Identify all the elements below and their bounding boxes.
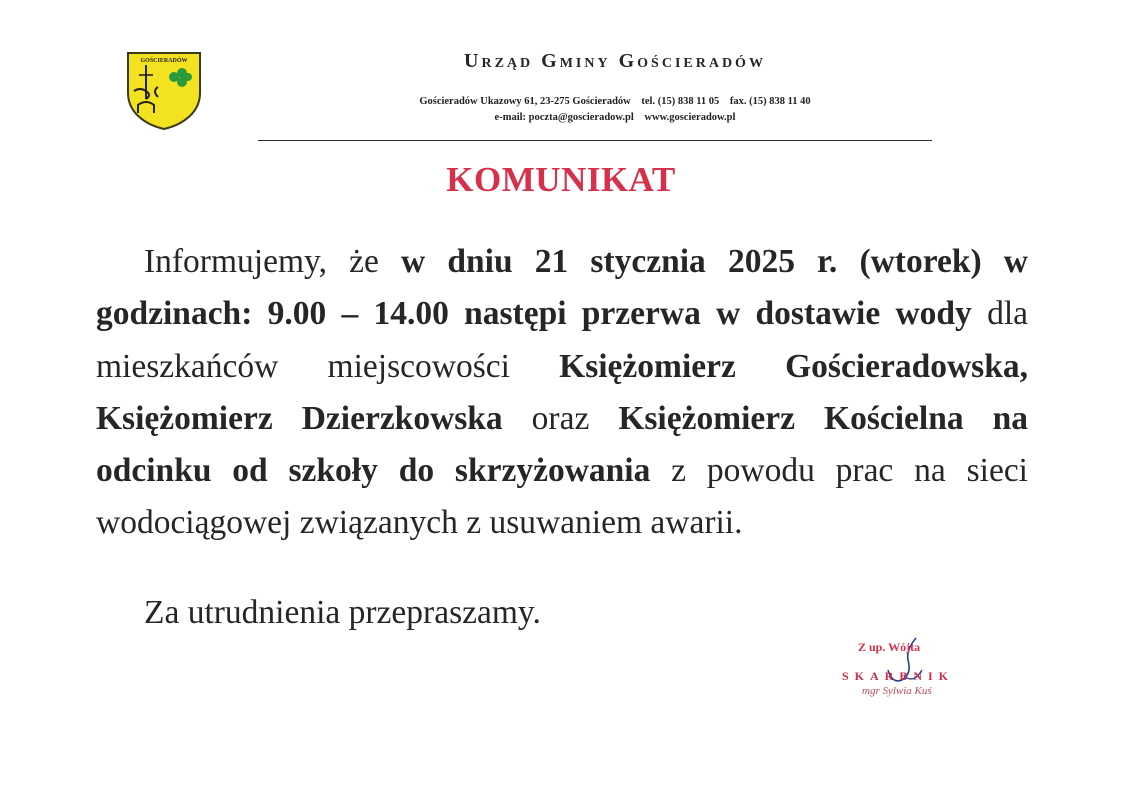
paragraph-segment: Informujemy, że xyxy=(144,243,402,280)
contact-line xyxy=(260,112,970,123)
coat-of-arms-emblem xyxy=(124,47,204,131)
signature-on-behalf: Z up. Wójta xyxy=(858,640,921,654)
postal-address: Gościeradów Ukazowy 61, 23-275 Gościeradów xyxy=(419,96,631,107)
address-line xyxy=(260,96,970,107)
signature-role: SKARBNIK xyxy=(842,669,955,683)
phone-number: tel. (15) 838 11 05 xyxy=(641,96,720,107)
header-divider xyxy=(258,140,932,141)
signature-name: mgr Sylwia Kuś xyxy=(862,685,932,697)
paragraph-segment: z powodu prac na sieci wodociągowej związanych z usuwaniem awarii. xyxy=(96,452,1028,542)
website-url: www.goscieradow.pl xyxy=(644,112,736,123)
paragraph-segment-bold: w dniu 21 stycznia 2025 r. (wtorek) w godzinach: 9.00 – 14.00 następi przerwa w dostawie wody xyxy=(96,243,1028,333)
paragraph-segment-bold: Księżomierz Gościeradowska, Księżomierz Dzierzkowska xyxy=(96,347,1028,437)
closing-line: Za utrudnienia przepraszamy. xyxy=(144,594,541,631)
paragraph-segment: oraz xyxy=(502,399,619,437)
paragraph-segment-bold: Księżomierz Kościelna na odcinku od szkoły do skrzyżowania xyxy=(96,399,1028,490)
paragraph-segment: dla mieszkańców miejscowości xyxy=(96,295,1028,385)
notice-title: KOMUNIKAT xyxy=(446,160,676,199)
office-name: Urząd Gminy Gościeradów xyxy=(464,50,766,72)
email-address: e-mail: poczta@goscieradow.pl xyxy=(494,112,634,123)
emblem-text: GOŚCIERADÓW xyxy=(140,58,188,64)
notice-paragraph xyxy=(96,236,1028,550)
fax-number: fax. (15) 838 11 40 xyxy=(729,96,811,107)
